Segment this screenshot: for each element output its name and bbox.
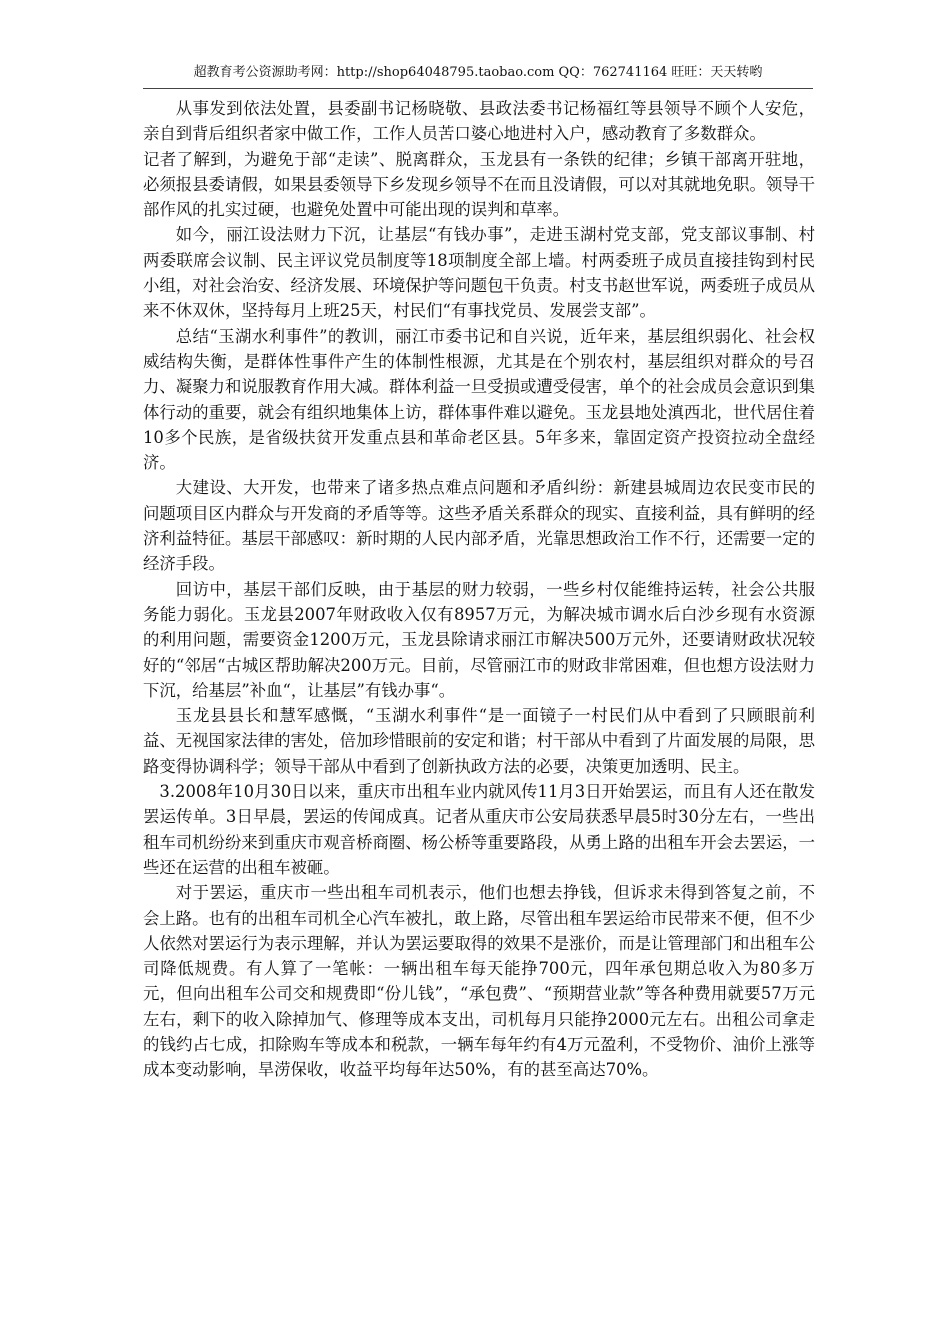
paragraph-1: 从事发到依法处置，县委副书记杨晓敬、县政法委书记杨福红等县领导不顾个人安危，亲自到背后组织者家中做工作，工作人员苦口婆心地进村入户，感动教育了多数群众。 <box>143 99 815 144</box>
paragraph-7: 玉龙县县长和慧军感慨，“玉湖水利事件“是一面镜子一村民们从中看到了只顾眼前利益、无视国家法律的害处，倍加珍惜眼前的安定和谐；村干部从中看到了片面发展的局限，思路变得协调科学；领导干部从中看到了创新执政方法的必要，决策更加透明、民主。 <box>143 706 816 776</box>
document-body <box>143 96 815 1083</box>
page-header <box>143 58 813 89</box>
paragraph-9: 对于罢运，重庆市一些出租车司机表示，他们也想去挣钱，但诉求未得到答复之前，不会上路。也有的出租车司机全心汽车被扎，敢上路，尽管出租车罢运给市民带来不便，但不少人依然对罢运行为表示理解，并认为罢运要取得的效果不是涨价，而是让管理部门和出租车公司降低规费。有人算了一笔帐：一辆出租车每天能挣700元，四年承包期总收入为80多万元，但向出租车公司交和规费即“份儿钱”，“承包费”、“预期营业款”等各种费用就要57万元左右，剩下的收入除掉加气、修理等成本支出，司机每月只能挣2000元左右。出租公司拿走的钱约占七成，扣除购车等成本和税款，一辆车每年约有4万元盈利，不受物价、油价上涨等成本变动影响，旱涝保收，收益平均每年达50%，有的甚至高达70%。 <box>143 883 816 1080</box>
header-text: 超教育考公资源助考网：http://shop64048795.taobao.com QQ：762741164 旺旺：天天转哟 <box>193 65 763 80</box>
paragraph-3: 如今，丽江设法财力下沉，让基层“有钱办事”，走进玉湖村党支部，党支部议事制、村两委联席会议制、民主评议党员制度等18项制度全部上墙。村两委班子成员直接挂钩到村民小组，对社会治安、经济发展、环境保护等问题包干负责。村支书赵世军说，两委班子成员从来不休双休，坚持每月上班25天，村民们“有事找党员、发展尝支部”。 <box>143 225 816 321</box>
paragraph-4: 总结“玉湖水利事件”的教训，丽江市委书记和自兴说，近年来，基层组织弱化、社会权威结构失衡，是群体性事件产生的体制性根源，尤其是在个别农村，基层组织对群众的号召力、凝聚力和说服教育作用大减。群体利益一旦受损或遭受侵害，单个的社会成员会意识到集体行动的重要，就会有组织地集体上访，群体事件难以避免。玉龙县地处滇西北，世代居住着10多个民族，是省级扶贫开发重点县和革命老区县。5年多来，靠固定资产投资拉动全盘经济。 <box>143 326 816 473</box>
paragraph-8: 3.2008年10月30日以来，重庆市出租车业内就风传11月3日开始罢运，而且有人还在散发罢运传单。3日早晨，罢运的传闻成真。记者从重庆市公安局获悉早晨5时30分左右，一些出租车司机纷纷来到重庆市观音桥商圈、杨公桥等重要路段，从勇上路的出租车开会去罢运，一些还在运营的出租车被砸。 <box>143 782 816 877</box>
paragraph-5: 大建设、大开发，也带来了诸多热点难点问题和矛盾纠纷：新建县城周边农民变市民的问题项目区内群众与开发商的矛盾等等。这些矛盾关系群众的现实、直接利益，具有鲜明的经济利益特征。基层干部感叹：新时期的人民内部矛盾，光靠思想政治工作不行，还需要一定的经济手段。 <box>143 478 816 574</box>
paragraph-6: 回访中，基层干部们反映，由于基层的财力较弱，一些乡村仅能维持运转，社会公共服务能力弱化。玉龙县2007年财政收入仅有8957万元，为解决城市调水后白沙乡现有水资源的利用问题，需要资金1200万元，玉龙县除请求丽江市解决500万元外，还要请财政状况较好的“邻居“古城区帮助解决200万元。目前，尽管丽江市的财政非常困难，但也想方设法财力下沉，给基层”补血“，让基层”有钱办事“。 <box>143 579 815 700</box>
paragraph-2: 记者了解到，为避免于部“走读”、脱离群众，玉龙县有一条铁的纪律；乡镇干部离开驻地，必须报县委请假，如果县委领导下乡发现乡领导不在而且没请假，可以对其就地免职。领导干部作风的扎实过硬，也避免处置中可能出现的误判和草率。 <box>143 149 816 220</box>
